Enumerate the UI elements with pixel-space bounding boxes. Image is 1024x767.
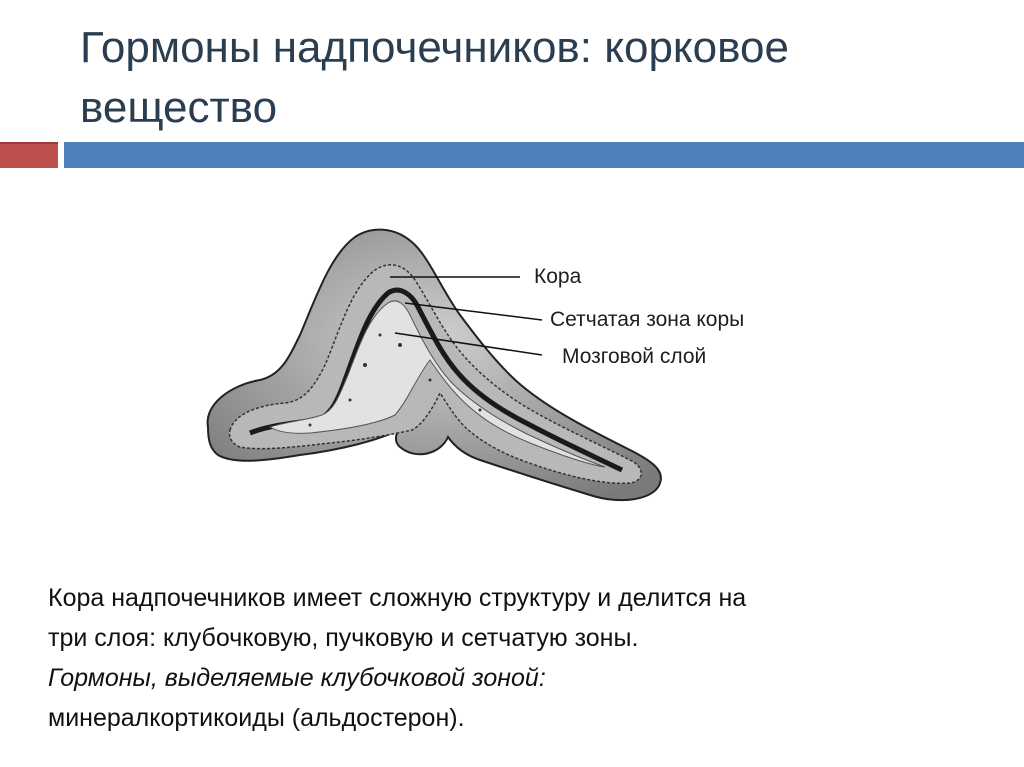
body-line-3: Гормоны, выделяемые клубочковой зоной: xyxy=(48,664,546,692)
label-reticular-zone: Сетчатая зона коры xyxy=(550,308,745,331)
accent-bar-red-edge xyxy=(0,142,58,144)
accent-bar-blue xyxy=(64,142,1024,168)
body-line-1: Кора надпочечников имеет сложную структуру и делится на xyxy=(48,584,747,612)
body-line-4: минералкортикоиды (альдостерон). xyxy=(48,704,465,732)
accent-bar-red xyxy=(0,142,58,168)
body-line-2: три слоя: клубочковую, пучковую и сетчатую зоны. xyxy=(48,624,639,652)
adrenal-gland-figure xyxy=(190,215,810,515)
label-cortex: Кора xyxy=(534,265,582,288)
slide-title: Гормоны надпочечников: корковое вещество xyxy=(80,23,789,132)
adrenal-gland-illustration xyxy=(190,215,810,515)
slide-body xyxy=(48,578,978,738)
label-medulla: Мозговой слой xyxy=(562,345,707,368)
